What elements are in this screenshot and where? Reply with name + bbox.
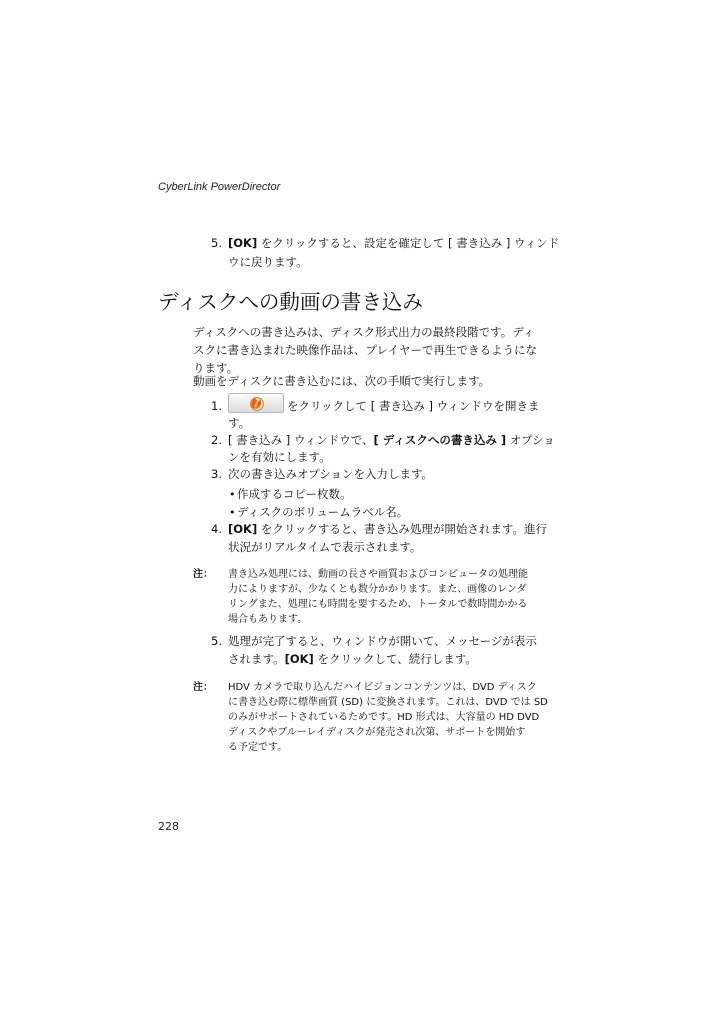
step-text-line2: ンを有効にします。 bbox=[228, 450, 331, 464]
step-text: 処理が完了すると、ウィンドウが開いて、メッセージが表示 bbox=[228, 634, 537, 648]
intro-line: ディスクへの書き込みは、ディスク形式出力の最終段階です。ディ bbox=[193, 325, 535, 339]
note-line: リングまた、処理にも時間を要するため、トータルで数時間かかる bbox=[228, 599, 528, 610]
bullet-icon: • bbox=[229, 506, 236, 519]
note-line: 力によりますが、少なくとも数分かかります。また、画像のレンダ bbox=[228, 584, 527, 595]
section-heading: ディスクへの動画の書き込み bbox=[158, 290, 423, 314]
step-text-line2: す。 bbox=[228, 416, 251, 430]
ok-label: [OK] bbox=[284, 652, 314, 666]
running-header: CyberLink PowerDirector bbox=[158, 181, 281, 193]
step-number: 2. bbox=[211, 433, 222, 447]
step-text: 次の書き込みオプションを入力します。 bbox=[228, 467, 434, 481]
step-text-a: されます。 bbox=[228, 652, 285, 666]
bullet-text: ディスクのボリュームラベル名。 bbox=[237, 505, 409, 519]
step-text-rest: をクリックすると、書き込み処理が開始されます。進行 bbox=[257, 522, 547, 536]
step-number: 5. bbox=[211, 236, 222, 250]
step-text-a: [ 書き込み ] ウィンドウで、 bbox=[228, 433, 374, 447]
note-line: 場合もあります。 bbox=[228, 614, 308, 625]
step-text bbox=[228, 520, 547, 539]
note-label: 注： bbox=[193, 569, 213, 580]
note-line: 書き込み処理には、動画の長さや画質およびコンピュータの処理能 bbox=[228, 569, 528, 580]
burn-disc-icon bbox=[246, 394, 266, 412]
step-text: をクリックして [ 書き込み ] ウィンドウを開きま bbox=[287, 399, 540, 413]
note-label: 注： bbox=[193, 682, 213, 693]
intro-line: スクに書き込まれた映像作品は、プレイヤーで再生できるようにな bbox=[193, 343, 537, 357]
step-text-line2 bbox=[228, 650, 477, 669]
bullet-icon: • bbox=[229, 488, 236, 501]
bullet-text: 作成するコピー枚数。 bbox=[237, 487, 352, 501]
step-text-rest: をクリックすると、設定を確定して [ 書き込み ] ウィンド bbox=[257, 236, 560, 250]
step-text-line2: 状況がリアルタイムで表示されます。 bbox=[228, 540, 422, 554]
step-text bbox=[228, 234, 559, 253]
step-text-line2: ウに戻ります。 bbox=[228, 255, 308, 269]
intro-line: ります。 bbox=[193, 361, 239, 375]
note-line: HDV カメラで取り込んだハイビジョンコンテンツは、DVD ディスク bbox=[228, 682, 537, 693]
procedure-intro: 動画をディスクに書き込むには、次の手順で実行します。 bbox=[193, 374, 491, 388]
step-text-b: をクリックして、続行します。 bbox=[313, 652, 477, 666]
note-line: る予定です。 bbox=[228, 742, 288, 753]
note-line: ディスクやブルーレイディスクが発売され次第、サポートを開始す bbox=[228, 727, 526, 738]
option-label: [ ディスクへの書き込み ] bbox=[373, 433, 507, 447]
note-line: に書き込む際に標準画質 (SD) に変換されます。これは、DVD では SD bbox=[228, 697, 548, 708]
ok-label: [OK] bbox=[228, 522, 258, 536]
burn-button-image bbox=[228, 393, 284, 413]
ok-label: [OK] bbox=[228, 236, 258, 250]
step-number: 4. bbox=[211, 522, 222, 536]
step-number: 3. bbox=[211, 467, 222, 481]
note-line: のみがサポートされているためです。HD 形式は、大容量の HD DVD bbox=[228, 712, 540, 723]
step-text-b: オプショ bbox=[506, 433, 555, 447]
page-number: 228 bbox=[158, 820, 179, 833]
step-number: 1. bbox=[211, 399, 222, 413]
step-number: 5. bbox=[211, 634, 222, 648]
